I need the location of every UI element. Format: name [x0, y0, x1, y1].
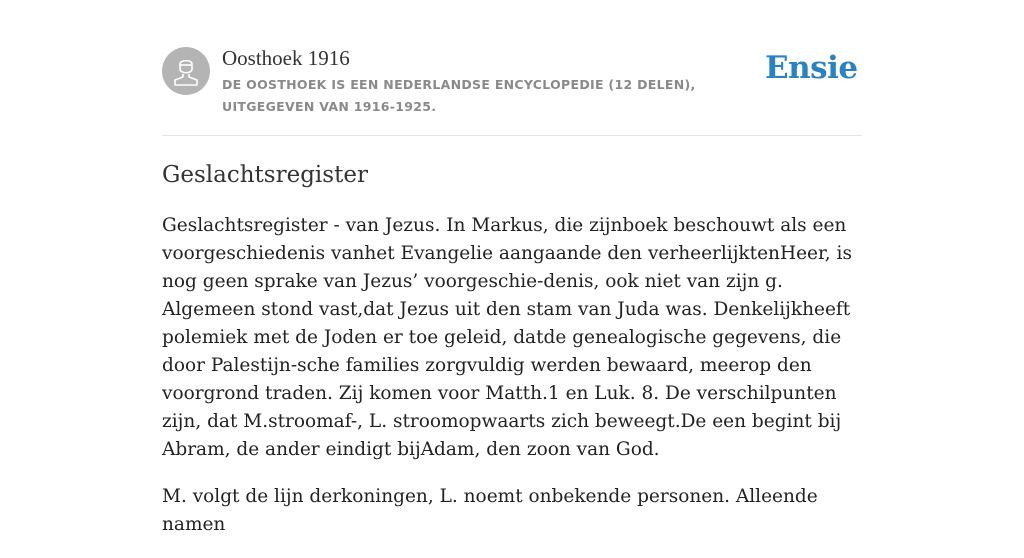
- ensie-logo[interactable]: Ensie: [765, 50, 858, 86]
- source-title[interactable]: Oosthoek 1916: [222, 46, 350, 70]
- article-paragraph: M. volgt de lijn derkoningen, L. noemt onbekende personen. Alleende namen: [162, 486, 818, 535]
- article-title: Geslachtsregister: [162, 162, 368, 188]
- article-body: [162, 212, 862, 558]
- source-description: DE OOSTHOEK IS EEN NEDERLANDSE ENCYCLOPEDIE (12 DELEN), UITGEGEVEN VAN 1916-1925.: [222, 77, 696, 114]
- page-container: [162, 0, 862, 535]
- article-paragraph: Geslachtsregister - van Jezus. In Markus, die zijnboek beschouwt als een voorgeschiedenis vanhet Evangelie aangaande den verheerlijktenHeer, is nog geen sprake van Jezus’ voorgeschie-denis, ook niet van zijn g. Algemeen stond vast,dat Jezus uit den stam van Juda was. Denkelijkheeft polemiek met de Joden er toe geleid, datde genealogische gegevens, die door Palestijn-sche families zorgvuldig werden bewaard, meerop den voorgrond traden. Zij komen voor Matth.1 en Luk. 8. De verschilpunten zijn, dat M.stroomaf-, L. stroomopwaarts zich beweegt.De een begint bij Abram, de ander eindigt bijAdam, den zoon van God.: [162, 215, 852, 460]
- source-header: [162, 0, 862, 136]
- user-icon: [171, 55, 201, 87]
- source-info: [222, 46, 762, 118]
- avatar[interactable]: [162, 47, 210, 95]
